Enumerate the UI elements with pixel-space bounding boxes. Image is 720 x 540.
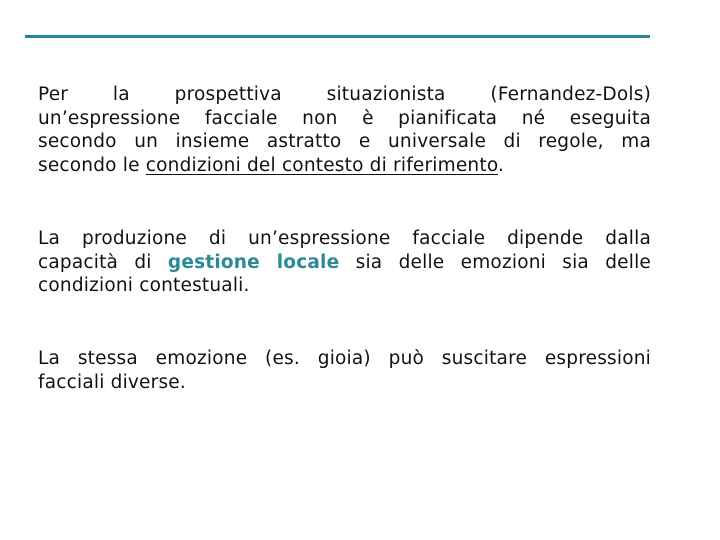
paragraph1-line4 [38,154,651,178]
paragraph2-line2-prefix: capacità di [38,251,168,273]
paragraph1-line2: un’espressione facciale non è pianificata né eseguita [38,107,651,129]
paragraph2-line2 [38,251,651,275]
top-divider [25,35,650,38]
paragraph1-line3: secondo un insieme astratto e universale di regole, ma [38,131,651,152]
paragraph1-line1: Per la prospettiva situazionista (Fernandez-Dols) [38,84,651,105]
context-conditions-underlined-text: condizioni del contesto di riferimento [145,154,499,176]
paragraph-expression-production [38,227,651,298]
paragraph3-line1: La stessa emozione (es. gioia) può suscitare espressioni [38,348,651,369]
paragraph1-line4-prefix: secondo le [38,154,146,176]
paragraph-situationist-perspective [38,83,651,177]
paragraph2-line2-suffix: sia delle emozioni sia delle [339,251,652,273]
paragraph-same-emotion [38,347,651,394]
paragraph2-line3: condizioni contestuali. [38,275,250,296]
paragraph1-line4-suffix: . [498,154,505,176]
paragraph3-line2: facciali diverse. [38,371,186,393]
paragraph2-line1: La produzione di un’espressione facciale dipende dalla [38,228,651,249]
local-management-highlight: gestione locale [167,251,340,273]
